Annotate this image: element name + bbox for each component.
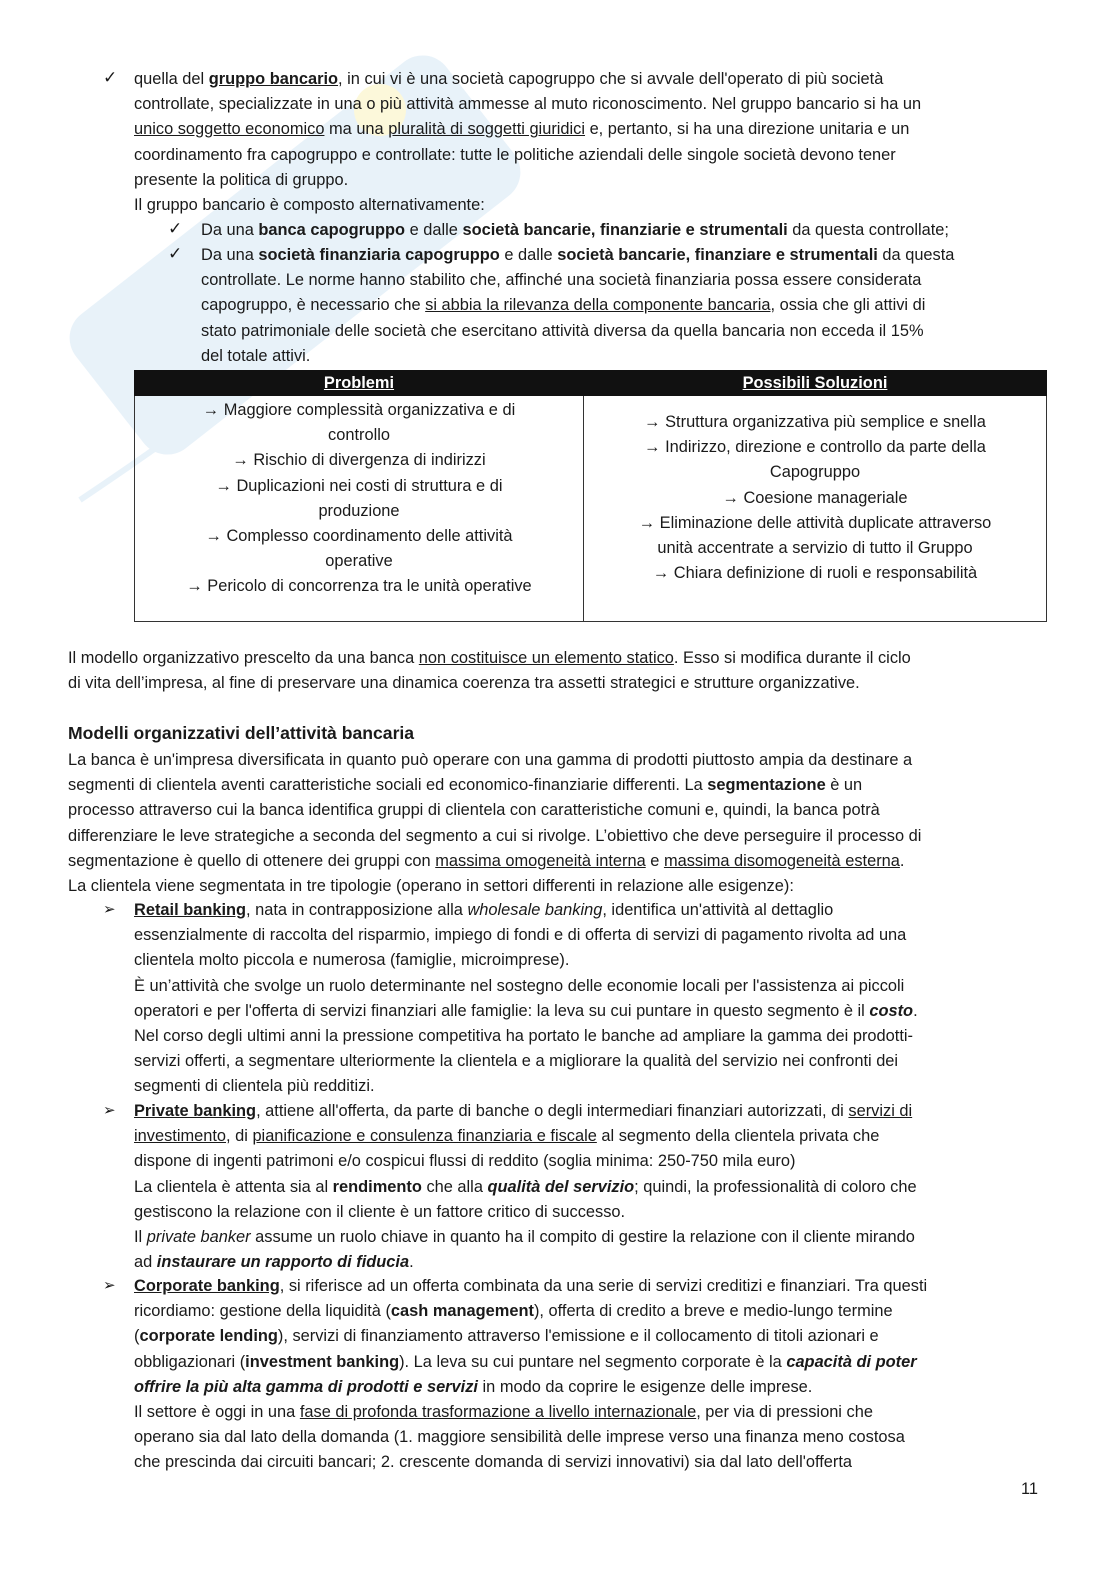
retail-banking-item: Retail banking, nata in contrapposizione alla wholesale banking, identifica un'attività al dettaglio essenzialmente di raccolta del risparmio, impiego di fondi e di offerta di servizi di pagamento rivolta ad una clientela molto piccola e numerosa (famiglie, microimprese). È un’attività che svolge un ruolo determinante nel sostegno delle economie locali per l'assistenza ai piccoli operatori e per l'offerta di servizi finanziari alle famiglie: la leva su cui puntare in questo segmento è il costo. Nel corso degli ultimi anni la pressione competitiva ha portato le banche ad ampliare la gamma dei prodotti- servizi offerti, a segmentare ulteriormente la clientela e a migliorare la qualità del servizio nei confronti dei segmenti di clientela più redditizi.: [134, 901, 918, 1096]
arrow-bullet-icon: ➢: [103, 1102, 116, 1119]
gruppo-bancario-paragraph: quella del gruppo bancario, in cui vi è una società capogruppo che si avvale dell'operato di più società controllate, specializzate in una o più attività ammesse al muto riconoscimento. Nel gruppo bancario si ha un unico soggetto economico ma una pluralità di soggetti giuridici e, pertanto, si ha una direzione unitaria e un coordinamento fra capogruppo e controllate: tutte le politiche aziendali delle singole società devono tener presente la politica di gruppo. Il gruppo bancario è composto alternativamente:: [134, 70, 922, 215]
problems-cell: → Maggiore complessità organizzativa e di controllo → Rischio di divergenza di indirizzi → Duplicazioni nei costi di struttura e di produzione → Complesso coordinamento delle attività operative → Pericolo di concorrenza tra le unità operative: [135, 396, 584, 622]
arrow-right-icon: →: [202, 401, 224, 419]
section-heading: Modelli organizzativi dell’attività bancaria: [68, 723, 415, 743]
table-header-problems: Problemi: [135, 371, 584, 396]
private-banking-item: Private banking, attiene all'offerta, da parte di banche o degli intermediari finanziari autorizzati, di servizi di investimento, di pianificazione e consulenza finanziaria e fiscale al segmento della clientela privata che dispone di ingenti patrimoni e/o cospicui flussi di reddito (soglia minima: 250-750 mila euro) La clientela è attenta sia al rendimento che alla qualità del servizio; quindi, la professionalità di coloro che gestiscono la relazione con il cliente è un fattore critico di successo. Il private banker assume un ruolo chiave in quanto ha il compito di gestire la relazione con il cliente mirando ad instaurare un rapporto di fiducia.: [134, 1102, 917, 1272]
modello-organizzativo-paragraph: Il modello organizzativo prescelto da una banca non costituisce un elemento statico. Esso si modifica durante il ciclo di vita dell’impresa, al fine di preservare una dinamica coerenza tra assetti strategici e strutture organizzative.: [68, 649, 911, 693]
solutions-cell: → Struttura organizzativa più semplice e snella → Indirizzo, direzione e controllo da parte della Capogruppo → Coesione manageriale → Eliminazione delle attività duplicate attraverso unità accentrate a servizio di tutto il Gruppo → Chiara definizione di ruoli e responsabilità: [584, 396, 1047, 622]
table-header-solutions: Possibili Soluzioni: [584, 371, 1047, 396]
corporate-banking-item: Corporate banking, si riferisce ad un offerta combinata da una serie di servizi creditizi e finanziari. Tra questi ricordiamo: gestione della liquidità (cash management), offerta di credito a breve e medio-lungo termine (corporate lending), servizi di finanziamento attraverso l'emissione e il collocamento di titoli azionari e obbligazionari (investment banking). La leva su cui puntare nel segmento corporate è la capacità di poter offrire la più alta gamma di prodotti e servizi in modo da coprire le esigenze delle imprese. Il settore è oggi in una fase di profonda trasformazione a livello internazionale, per via di pressioni che operano sia dal lato della domanda (1. maggiore sensibilità delle imprese verso una finanza meno costosa che prescinda dai circuiti bancari; 2. crescente domanda di servizi innovativi) sia dal lato dell'offerta: [134, 1277, 928, 1472]
arrow-bullet-icon: ➢: [103, 901, 116, 918]
sub-item-finanziaria-capogruppo: Da una società finanziaria capogruppo e dalle società bancarie, finanziare e strumentali da questa controllate. Le norme hanno stabilito che, affinché una società finanziaria possa essere considerata capogruppo, è necessario che si abbia la rilevanza della componente bancaria, ossia che gli attivi di stato patrimoniale delle società che esercitano attività diversa da quella bancaria non ecceda il 15% del totale attivi.: [201, 246, 955, 365]
arrow-right-icon: →: [232, 451, 254, 470]
arrow-right-icon: →: [644, 438, 666, 457]
arrow-right-icon: →: [205, 527, 227, 546]
checkmark-icon: ✓: [168, 244, 183, 263]
page-number: 11: [1021, 1480, 1039, 1498]
checkmark-icon: ✓: [103, 68, 118, 87]
arrow-right-icon: →: [644, 413, 666, 431]
arrow-bullet-icon: ➢: [103, 1277, 116, 1294]
arrow-right-icon: →: [722, 488, 744, 507]
segmentazione-paragraph: La banca è un'impresa diversificata in quanto può operare con una gamma di prodotti piuttosto ampia da destinare a segmenti di clientela aventi caratteristiche sociali ed economico-finanziarie differenti. La segmentazione è un processo attraverso cui la banca identifica gruppi di clientela con caratteristiche comuni e, quindi, la banca potrà differenziare le leve strategiche a seconda del segmento a cui si rivolge. L’obiettivo che deve perseguire il processo di segmentazione è quello di ottenere dei gruppi con massima omogeneità interna e massima disomogeneità esterna. La clientela viene segmentata in tre tipologie (operano in settori differenti in relazione alle esigenze):: [68, 751, 922, 896]
checkmark-icon: ✓: [168, 219, 183, 238]
sub-item-banca-capogruppo: Da una banca capogruppo e dalle società bancarie, finanziarie e strumentali da questa controllate;: [201, 221, 949, 239]
arrow-right-icon: →: [652, 564, 674, 583]
arrow-right-icon: →: [638, 513, 660, 532]
arrow-right-icon: →: [215, 476, 237, 495]
arrow-right-icon: →: [186, 577, 208, 596]
problems-solutions-table: [134, 370, 1047, 622]
